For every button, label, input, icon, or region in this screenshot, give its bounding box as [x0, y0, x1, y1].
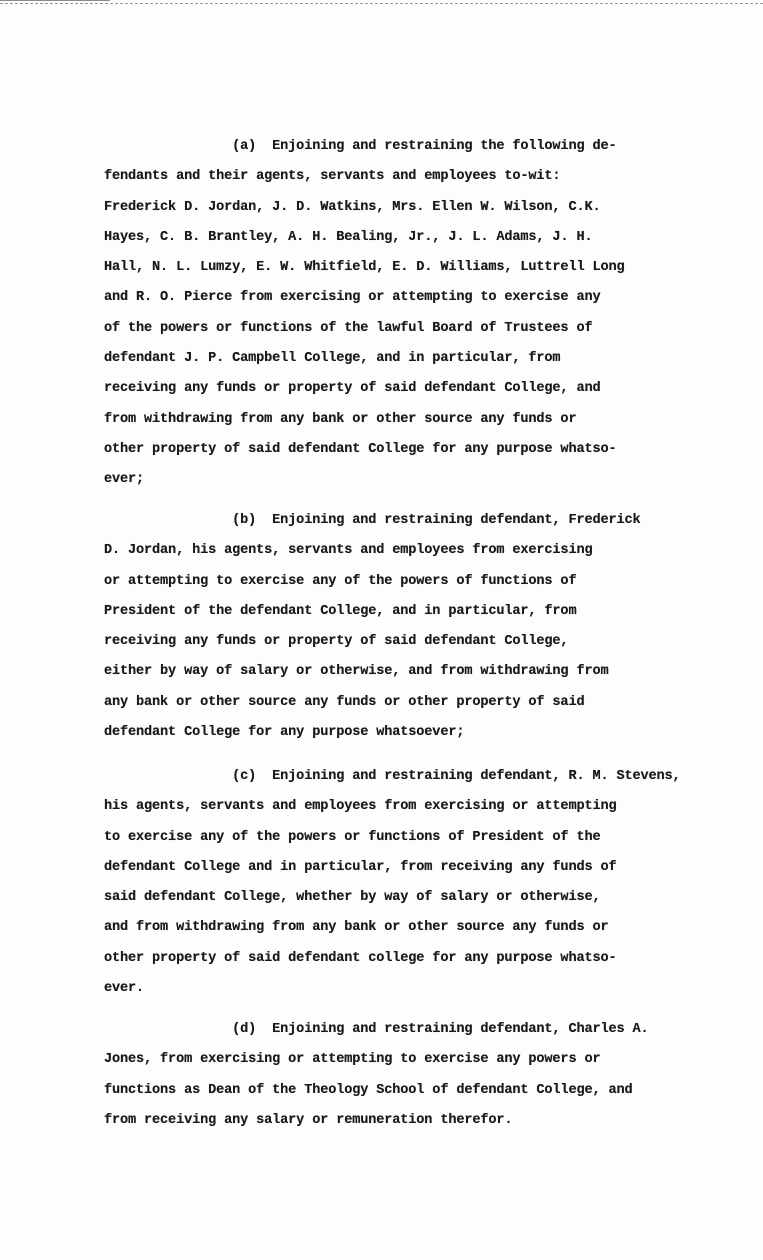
paragraph-c — [104, 762, 700, 1004]
paragraph-line: from withdrawing from any bank or other source any funds or — [104, 411, 577, 427]
paragraph-line: of the powers or functions of the lawful Board of Trustees of — [104, 320, 593, 336]
paragraph-line: Frederick D. Jordan, J. D. Watkins, Mrs. Ellen W. Wilson, C.K. — [104, 199, 601, 215]
paragraph-line: ever; — [104, 472, 145, 488]
paragraph-line: other property of said defendant College for any purpose whatso- — [104, 441, 617, 457]
paragraph-line: said defendant College, whether by way of salary or otherwise, — [104, 890, 601, 906]
paragraph-line: (a) Enjoining and restraining the following de- — [104, 139, 617, 154]
paragraph-line: and from withdrawing from any bank or other source any funds or — [104, 920, 609, 936]
paragraph-line: other property of said defendant college for any purpose whatso- — [104, 950, 617, 966]
paragraph-d — [104, 1015, 700, 1136]
paragraph-line: or attempting to exercise any of the powers of functions of — [104, 573, 577, 589]
perforation-edge — [0, 3, 763, 4]
paragraph-line: and R. O. Pierce from exercising or attempting to exercise any — [104, 290, 601, 306]
paragraph-line: (d) Enjoining and restraining defendant, Charles A. — [104, 1022, 649, 1037]
paragraph-line: Hayes, C. B. Brantley, A. H. Bealing, Jr., J. L. Adams, J. H. — [104, 229, 593, 245]
paragraph-line: President of the defendant College, and in particular, from — [104, 603, 577, 619]
paragraph-line: D. Jordan, his agents, servants and employees from exercising — [104, 543, 593, 559]
paragraph-line: functions as Dean of the Theology School of defendant College, and — [104, 1082, 633, 1098]
paragraph-b — [104, 506, 700, 748]
paragraph-line: fendants and their agents, servants and employees to-wit: — [104, 169, 561, 185]
paragraph-line: defendant J. P. Campbell College, and in particular, from — [104, 351, 561, 367]
paragraph-line: ever. — [104, 981, 145, 997]
paragraph-line: Jones, from exercising or attempting to exercise any powers or — [104, 1052, 601, 1068]
paragraph-line: receiving any funds or property of said defendant College, and — [104, 381, 601, 397]
paragraph-line: any bank or other source any funds or other property of said — [104, 694, 585, 710]
paragraph-line: to exercise any of the powers or functions of President of the — [104, 829, 601, 845]
paragraph-a — [104, 132, 700, 496]
paragraph-line: receiving any funds or property of said defendant College, — [104, 634, 569, 650]
paragraph-line: (b) Enjoining and restraining defendant, Frederick — [104, 513, 641, 528]
paragraph-line: his agents, servants and employees from exercising or attempting — [104, 799, 617, 815]
paragraph-line: either by way of salary or otherwise, and from withdrawing from — [104, 664, 609, 680]
paragraph-line: defendant College and in particular, from receiving any funds of — [104, 859, 617, 875]
paragraph-line: from receiving any salary or remuneration therefor. — [104, 1112, 513, 1128]
paragraph-line: (c) Enjoining and restraining defendant, R. M. Stevens, — [104, 769, 681, 784]
paragraph-line: Hall, N. L. Lumzy, E. W. Whitfield, E. D. Williams, Luttrell Long — [104, 260, 625, 276]
paragraph-line: defendant College for any purpose whatsoever; — [104, 725, 465, 741]
